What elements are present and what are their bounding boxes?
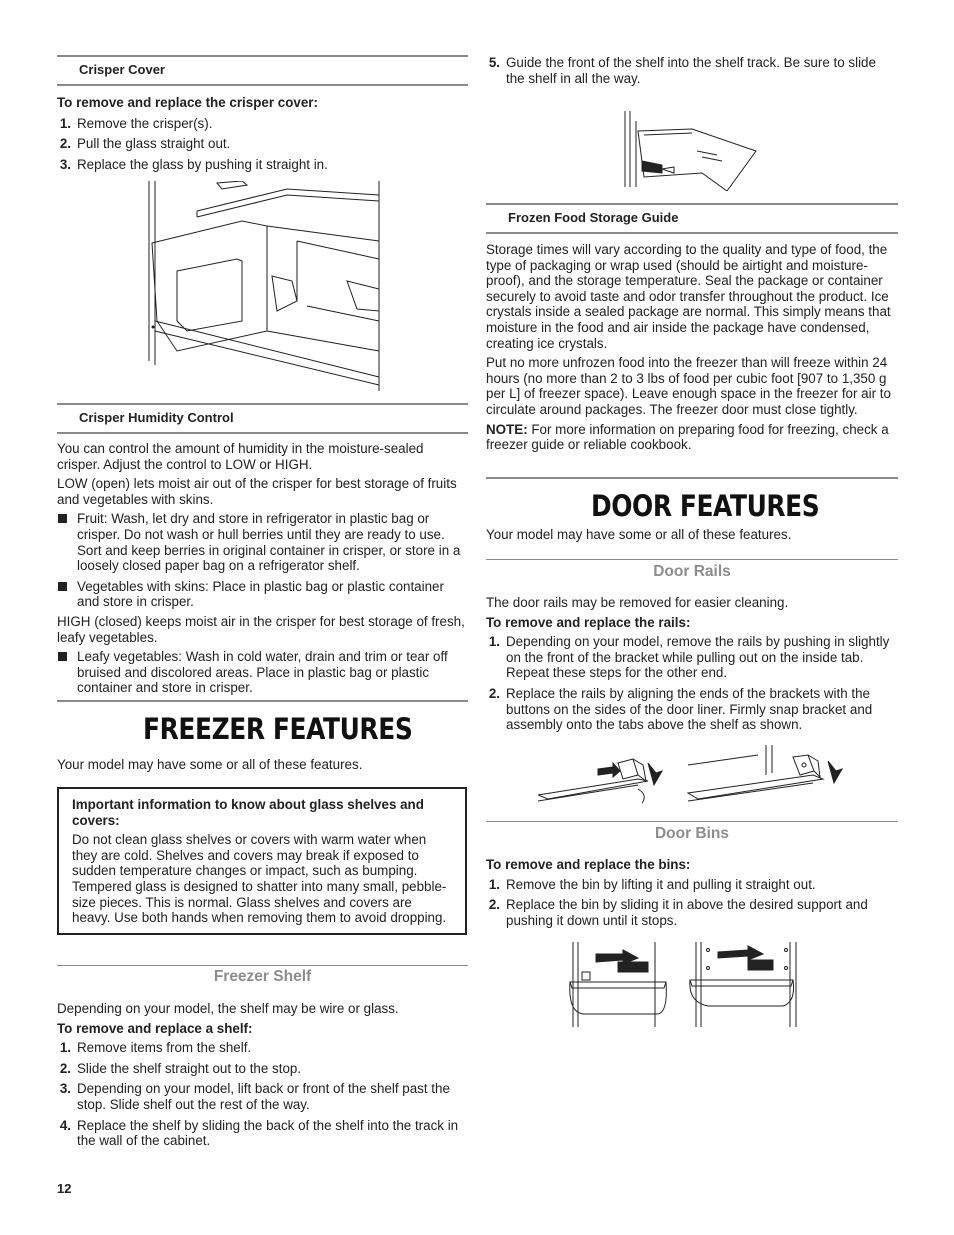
- humidity-paragraph: You can control the amount of humidity in the moisture-sealed crisper. Adjust the control to LOW or HIGH.: [57, 441, 424, 472]
- list-item: [57, 157, 468, 173]
- bullet-square-icon: [58, 582, 67, 591]
- door-rails-illustration: [538, 745, 848, 809]
- shelf-step-5: [486, 55, 898, 91]
- humidity-high-list: [57, 649, 468, 696]
- step-text: Depending on your model, lift back or front of the shelf past the stop. Slide shelf out the rest of the way.: [77, 1081, 450, 1112]
- step-number: 2.: [488, 685, 500, 701]
- door-features-intro: Your model may have some or all of these features.: [486, 527, 792, 542]
- step-number: 2.: [59, 136, 71, 152]
- step-number: 1.: [488, 876, 500, 892]
- bullet-text: Fruit: Wash, let dry and store in refrigerator in plastic bag or crisper. Do not wash or hull berries until they are ready to use. Sort and keep berries in original container in crisper, or store in a loosely closed paper bag on a refrigerator shelf.: [77, 511, 461, 574]
- freezer-shelf-steps: [57, 1040, 468, 1149]
- list-item: [486, 686, 898, 733]
- section-divider: [57, 965, 468, 966]
- humidity-low-list: [57, 511, 468, 610]
- warning-text: Do not clean glass shelves or covers with warm water when they are cold. Shelves and covers may break if exposed to sudden temperature changes or impact, such as bumping. Tempered glass is designed to shatter into many small, pebble-size pieces. This is normal. Glass shelves and covers are heavy. Use both hands when removing them to avoid dropping.: [72, 832, 447, 926]
- door-bins-lead: To remove and replace the bins:: [486, 857, 691, 872]
- list-item: [57, 1061, 468, 1077]
- crisper-cover-heading: Crisper Cover: [57, 55, 468, 86]
- door-bins-section: [486, 857, 898, 933]
- list-item: [486, 634, 898, 681]
- step-text: Depending on your model, remove the rails by pushing in slightly on the front of the bracket while pulling out on the inside tab. Repeat these steps for the other end.: [506, 634, 890, 681]
- step-text: Replace the glass by pushing it straight in.: [77, 156, 328, 172]
- list-item: [57, 116, 468, 132]
- step-number: 1.: [59, 1040, 71, 1056]
- freezer-shelf-heading: Freezer Shelf: [213, 968, 312, 985]
- frozen-food-heading: Frozen Food Storage Guide: [486, 203, 898, 234]
- freezer-features-title-wrap: [143, 713, 468, 745]
- crisper-illustration: [147, 181, 387, 391]
- bullet-text: Vegetables with skins: Place in plastic bag or plastic container and store in crisper.: [77, 578, 444, 610]
- humidity-low-paragraph: LOW (open) lets moist air out of the crisper for best storage of fruits and vegetables with skins.: [57, 476, 457, 507]
- note-text: For more information on preparing food for freezing, check a freezer guide or reliable cookbook.: [486, 421, 889, 453]
- list-item: [486, 55, 898, 86]
- step-text: Replace the shelf by sliding the back of the shelf into the track in the wall of the cabinet.: [77, 1117, 459, 1149]
- crisper-cover-steps: [57, 116, 468, 173]
- frozen-food-note: [486, 422, 898, 453]
- door-features-title-wrap: [591, 490, 898, 522]
- crisper-humidity-section: [57, 441, 468, 696]
- door-rails-lead: To remove and replace the rails:: [486, 614, 691, 630]
- section-divider: [486, 821, 898, 822]
- list-item: [57, 1118, 468, 1149]
- door-bins-illustration: [568, 942, 818, 1030]
- door-bins-heading: Door Bins: [654, 825, 730, 842]
- page-number: 12: [57, 1181, 72, 1196]
- list-item: [57, 511, 468, 573]
- section-divider: [486, 559, 898, 560]
- crisper-cover-section: [57, 95, 468, 177]
- list-item: [57, 649, 468, 696]
- freezer-shelf-lead: To remove and replace a shelf:: [57, 1020, 253, 1036]
- shelf-slide-illustration: [622, 111, 762, 191]
- step-text: Remove the crisper(s).: [77, 115, 213, 131]
- frozen-food-section: [486, 242, 898, 453]
- door-rails-heading: Door Rails: [653, 563, 731, 580]
- section-divider: [57, 700, 468, 702]
- frozen-food-paragraph-1: Storage times will vary according to the quality and type of food, the type of packaging or wrap used (should be airtight and moisture-proof), and the storage temperature. Seal the package or container securely to avoid taste and odor transfer throughout the product. Ice crystals inside a sealed package are normal. This simply means that moisture in the food and air inside the package have condensed, creating ice crystals.: [486, 242, 891, 351]
- list-item: [57, 1081, 468, 1112]
- list-item: [57, 1040, 468, 1056]
- bullet-square-icon: [58, 652, 67, 661]
- step-text: Guide the front of the shelf into the shelf track. Be sure to slide the shelf in all the way.: [506, 55, 876, 86]
- crisper-cover-lead: To remove and replace the crisper cover:: [57, 95, 318, 110]
- step-text: Remove the bin by lifting it and pulling it straight out.: [506, 876, 816, 892]
- step-number: 3.: [59, 1081, 71, 1097]
- freezer-shelf-section: [57, 1001, 468, 1154]
- step-number: 2.: [488, 897, 500, 913]
- door-bins-steps: [486, 877, 898, 929]
- glass-shelves-warning-box: [57, 787, 467, 935]
- humidity-high-paragraph: HIGH (closed) keeps moist air in the crisper for best storage of fresh, leafy vegetables.: [57, 613, 465, 645]
- section-divider: [486, 477, 898, 479]
- bullet-text: Leafy vegetables: Wash in cold water, drain and trim or tear off bruised and discolored areas. Place in plastic bag or plastic container and store in crisper.: [77, 649, 448, 696]
- crisper-humidity-heading: Crisper Humidity Control: [57, 403, 468, 434]
- door-features-title: DOOR FEATURES: [591, 489, 820, 523]
- list-item: [486, 897, 898, 928]
- list-item: [486, 877, 898, 893]
- step-number: 4.: [59, 1117, 71, 1133]
- door-rails-steps: [486, 634, 898, 733]
- step-number: 5.: [488, 55, 500, 70]
- freezer-features-title: FREEZER FEATURES: [143, 712, 413, 746]
- step-number: 1.: [59, 115, 71, 131]
- freezer-shelf-paragraph: Depending on your model, the shelf may be wire or glass.: [57, 1001, 399, 1016]
- step-text: Slide the shelf straight out to the stop.: [77, 1060, 302, 1076]
- step-text: Replace the rails by aligning the ends of the brackets with the buttons on the sides of the door liner. Firmly snap bracket and assembly onto the tabs above the shelf as shown.: [506, 685, 873, 733]
- door-rails-section: [486, 595, 898, 738]
- note-label: NOTE:: [486, 421, 528, 437]
- warning-title: Important information to know about glass shelves and covers:: [72, 797, 424, 828]
- step-text: Replace the bin by sliding it in above the desired support and pushing it down until it stops.: [506, 897, 868, 928]
- list-item: [57, 136, 468, 152]
- frozen-food-paragraph-2: Put no more unfrozen food into the freezer than will freeze within 24 hours (no more than 2 to 3 lbs of food per cubic foot [907 to 1,350 g per L] of freezer space). Leave enough space in the freezer for air to circulate around packages. The freezer door must close tightly.: [486, 355, 891, 417]
- step-number: 3.: [59, 156, 71, 172]
- door-rails-paragraph: The door rails may be removed for easier cleaning.: [486, 595, 789, 610]
- step-number: 2.: [59, 1060, 71, 1076]
- freezer-features-intro: Your model may have some or all of these features.: [57, 757, 363, 772]
- step-text: Remove items from the shelf.: [77, 1040, 252, 1056]
- step-text: Pull the glass straight out.: [77, 136, 231, 152]
- bullet-square-icon: [58, 514, 67, 523]
- step-number: 1.: [488, 634, 500, 650]
- list-item: [57, 579, 468, 610]
